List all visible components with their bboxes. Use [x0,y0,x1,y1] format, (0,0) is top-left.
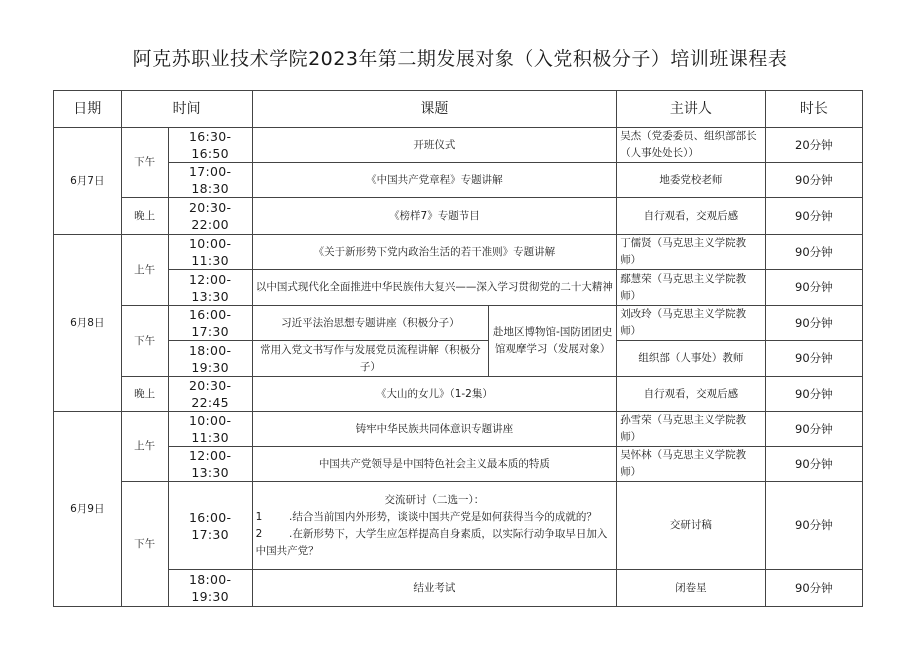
header-time: 时间 [121,91,252,128]
speaker-cell: 孙雪荣（马克思主义学院教师） [617,412,765,447]
duration-cell: 90分钟 [765,270,862,306]
period-cell: 上午 [121,235,168,306]
period-cell: 下午 [121,306,168,377]
duration-cell: 90分钟 [765,306,862,341]
table-row [54,447,863,482]
table-row [54,412,863,447]
table-row [54,163,863,198]
table-row [54,570,863,607]
duration-cell: 90分钟 [765,198,862,235]
list-item: 2 .在新形势下，大学生应怎样提高自身素质，以实际行动争取早日加入中国共产党？ [255,527,608,557]
header-duration: 时长 [765,91,862,128]
time-cell: 16:00-17:30 [168,482,252,570]
time-cell: 17:00-18:30 [168,163,252,198]
speaker-cell: 闭卷星 [617,570,765,607]
time-cell: 16:30-16:50 [168,128,252,163]
duration-cell: 90分钟 [765,341,862,377]
duration-cell: 90分钟 [765,163,862,198]
table-row [54,341,863,377]
speaker-cell: 交研讨稿 [617,482,765,570]
item-text: 在新形势下，大学生应怎样提高自身素质，以实际行动争取早日加入中国共产党？ [255,527,608,557]
table-row [54,306,863,341]
duration-cell: 90分钟 [765,235,862,270]
topic-cell: 常用入党文书写作与发展党员流程讲解（积极分子） [252,341,489,377]
table-row [54,198,863,235]
period-cell: 晚上 [121,198,168,235]
date-cell: 6月8日 [54,235,122,412]
topic-cell: 《关于新形势下党内政治生活的若干准则》专题讲解 [252,235,617,270]
duration-cell: 90分钟 [765,412,862,447]
speaker-cell: 自行观看，交观后感 [617,377,765,412]
speaker-cell: 鄢慧荣（马克思主义学院教师） [617,270,765,306]
period-cell: 下午 [121,128,168,198]
topic-cell: 开班仪式 [252,128,617,163]
topic-cell: 结业考试 [252,570,617,607]
item-text: 结合当前国内外形势，谈谈中国共产党是如何获得当今的成就的？ [292,510,597,523]
period-cell: 晚上 [121,377,168,412]
topic-cell: 以中国式现代化全面推进中华民族伟大复兴——深入学习贯彻党的二十大精神 [252,270,617,306]
topic-cell: 《中国共产党章程》专题讲解 [252,163,617,198]
header-date: 日期 [54,91,122,128]
speaker-cell: 组织部（人事处）教师 [617,341,765,377]
discussion-heading: 交流研讨（二选一）： [384,493,485,506]
speaker-cell: 丁儒贤（马克思主义学院教师） [617,235,765,270]
header-row [54,91,863,128]
time-cell: 12:00-13:30 [168,270,252,306]
item-number: 2 [255,527,263,540]
period-cell: 下午 [121,482,168,607]
table-row [54,235,863,270]
table-row [54,270,863,306]
table-row [54,482,863,570]
speaker-cell: 自行观看，交观后感 [617,198,765,235]
speaker-cell: 吴怀林（马克思主义学院教师） [617,447,765,482]
duration-cell: 20分钟 [765,128,862,163]
period-cell: 上午 [121,412,168,482]
duration-cell: 90分钟 [765,570,862,607]
time-cell: 10:00-11:30 [168,412,252,447]
table-row [54,128,863,163]
table-row [54,377,863,412]
discussion-topic-cell [252,482,617,570]
header-speaker: 主讲人 [617,91,765,128]
topic-cell: 中国共产党领导是中国特色社会主义最本质的特质 [252,447,617,482]
topic-cell: 习近平法治思想专题讲座（积极分子） [252,306,489,341]
item-number: 1 [255,510,263,523]
time-cell: 16:00-17:30 [168,306,252,341]
time-cell: 18:00-19:30 [168,570,252,607]
date-cell: 6月7日 [54,128,122,235]
duration-cell: 90分钟 [765,377,862,412]
date-cell: 6月9日 [54,412,122,607]
time-cell: 20:30-22:45 [168,377,252,412]
topic-cell: 《大山的女儿》（1-2集） [252,377,617,412]
speaker-cell: 吴杰（党委委员、组织部部长（人事处处长）） [617,128,765,163]
duration-cell: 90分钟 [765,447,862,482]
time-cell: 12:00-13:30 [168,447,252,482]
topic-cell: 铸牢中华民族共同体意识专题讲座 [252,412,617,447]
list-item: 1 .结合当前国内外形势，谈谈中国共产党是如何获得当今的成就的？ [255,510,597,523]
time-cell: 20:30-22:00 [168,198,252,235]
schedule-table [53,90,863,607]
time-cell: 18:00-19:30 [168,341,252,377]
speaker-cell: 刘改玲（马克思主义学院教师） [617,306,765,341]
header-topic: 课题 [252,91,617,128]
page-title: 阿克苏职业技术学院2023年第二期发展对象（入党积极分子）培训班课程表 [132,48,788,70]
duration-cell: 90分钟 [765,482,862,570]
speaker-cell: 地委党校老师 [617,163,765,198]
topic-cell: 《榜样7》专题节目 [252,198,617,235]
side-topic-cell: 赴地区博物馆-国防团团史馆观摩学习（发展对象） [489,306,617,377]
time-cell: 10:00-11:30 [168,235,252,270]
